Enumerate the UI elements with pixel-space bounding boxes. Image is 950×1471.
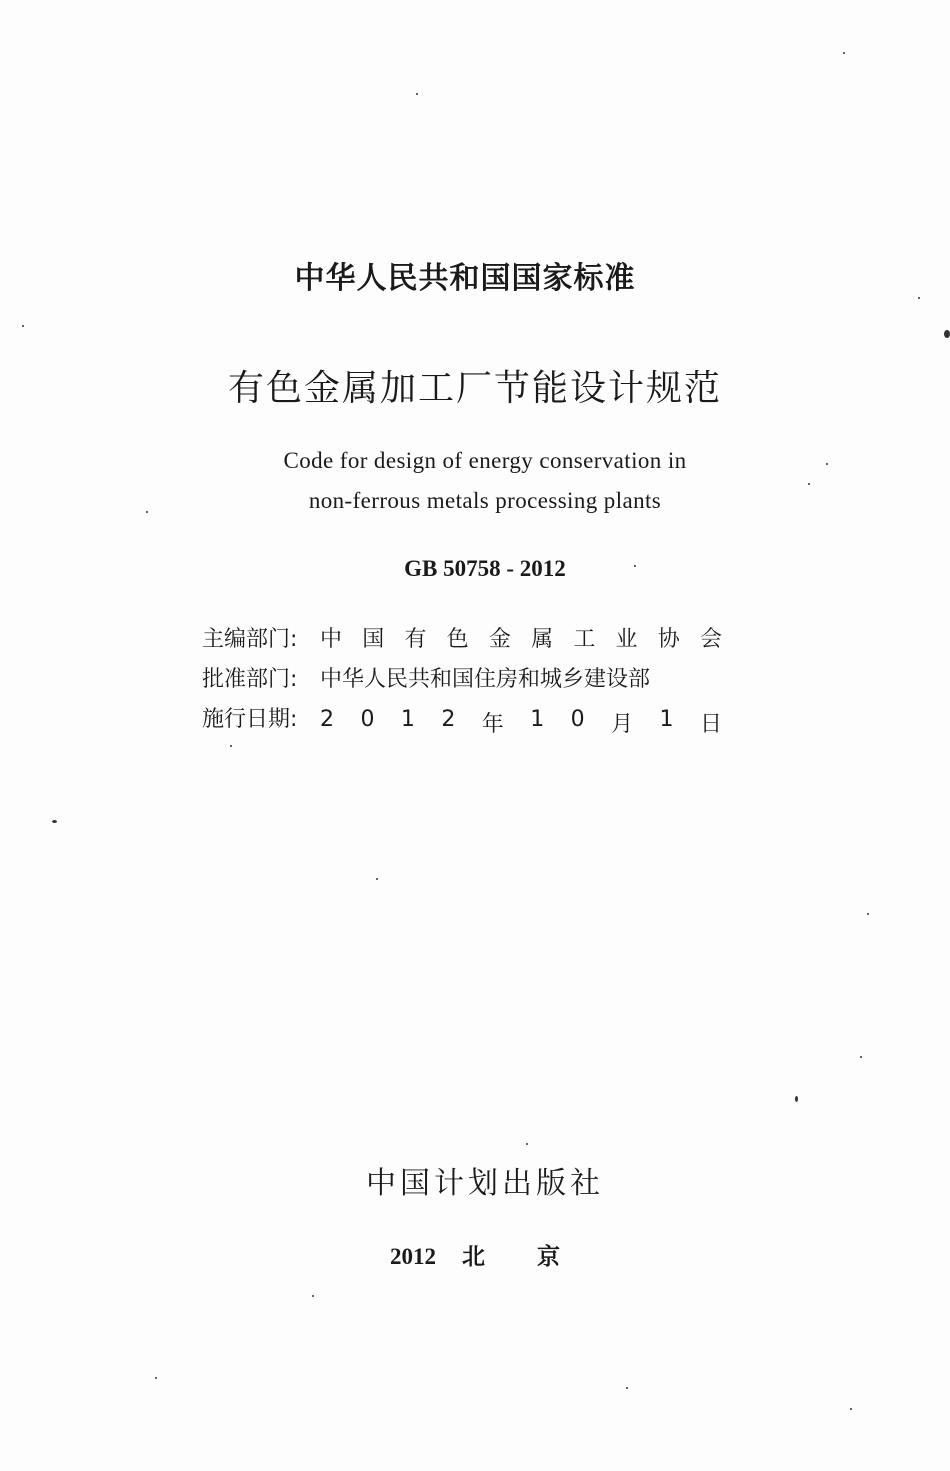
- scan-speck: [312, 1295, 314, 1297]
- document-title-en-line-2: non-ferrous metals processing plants: [308, 488, 662, 513]
- info-char: 0: [570, 707, 585, 732]
- scan-speck: [860, 1056, 862, 1058]
- scan-speck: [416, 93, 418, 95]
- scan-speck: [918, 297, 920, 299]
- info-value: 中华人民共和国住房和城乡建设部: [320, 667, 651, 692]
- info-label: 批准部门:: [202, 667, 298, 692]
- publication-place: [0, 1238, 950, 1271]
- scan-speck: [795, 1096, 798, 1102]
- info-char: 0: [360, 707, 375, 732]
- publisher-name: 中国计划出版社: [366, 1166, 604, 1201]
- scan-speck: [826, 463, 828, 465]
- scan-speck: [376, 878, 378, 880]
- info-char: 色: [446, 627, 469, 652]
- info-row-effective-date: [202, 702, 722, 742]
- document-title-cn: 有色金属加工厂节能设计规范: [227, 368, 722, 409]
- info-row-editor: [202, 622, 722, 662]
- info-char: 业: [615, 627, 638, 652]
- scan-speck: [808, 483, 810, 485]
- publication-city-char: 北: [462, 1244, 485, 1269]
- scan-speck: [230, 745, 232, 747]
- scan-speck: [146, 511, 148, 513]
- info-row-approver: [202, 662, 722, 702]
- info-label: 施行日期:: [202, 707, 298, 732]
- publication-city-char: 京: [537, 1244, 560, 1269]
- scan-speck: [944, 330, 950, 338]
- info-label: 主编部门:: [202, 627, 298, 652]
- info-char: 会: [699, 627, 722, 652]
- scan-speck: [52, 820, 57, 823]
- info-char: 月: [611, 712, 634, 737]
- info-char: 协: [657, 627, 680, 652]
- standard-code: GB 50758 - 2012: [404, 556, 566, 581]
- scan-speck: [155, 1377, 157, 1379]
- scan-speck: [626, 1387, 628, 1389]
- info-char: 国: [362, 627, 385, 652]
- scan-speck: [850, 1408, 852, 1410]
- info-char: 2: [441, 707, 456, 732]
- document-title-en-line-1: Code for design of energy conservation in: [283, 448, 687, 473]
- info-char: 2: [320, 707, 334, 732]
- info-char: 金: [488, 627, 511, 652]
- info-char: 有: [404, 627, 427, 652]
- info-char: 1: [400, 707, 415, 732]
- info-char: 工: [573, 627, 596, 652]
- info-char: 1: [530, 707, 545, 732]
- info-char: 中: [320, 627, 343, 652]
- info-char: 1: [659, 707, 674, 732]
- publication-year: 2012: [390, 1244, 436, 1269]
- publication-info: [202, 622, 722, 742]
- info-value: [320, 622, 722, 653]
- scan-speck: [867, 913, 869, 915]
- info-char: 年: [481, 712, 504, 737]
- info-char: 日: [699, 712, 722, 737]
- scan-speck: [526, 1143, 528, 1145]
- info-value: [320, 707, 722, 738]
- national-standard-heading: 中华人民共和国国家标准: [294, 261, 636, 296]
- scan-speck: [634, 565, 636, 567]
- scan-speck: [843, 52, 845, 54]
- info-char: 属: [531, 627, 554, 652]
- scan-speck: [22, 325, 24, 327]
